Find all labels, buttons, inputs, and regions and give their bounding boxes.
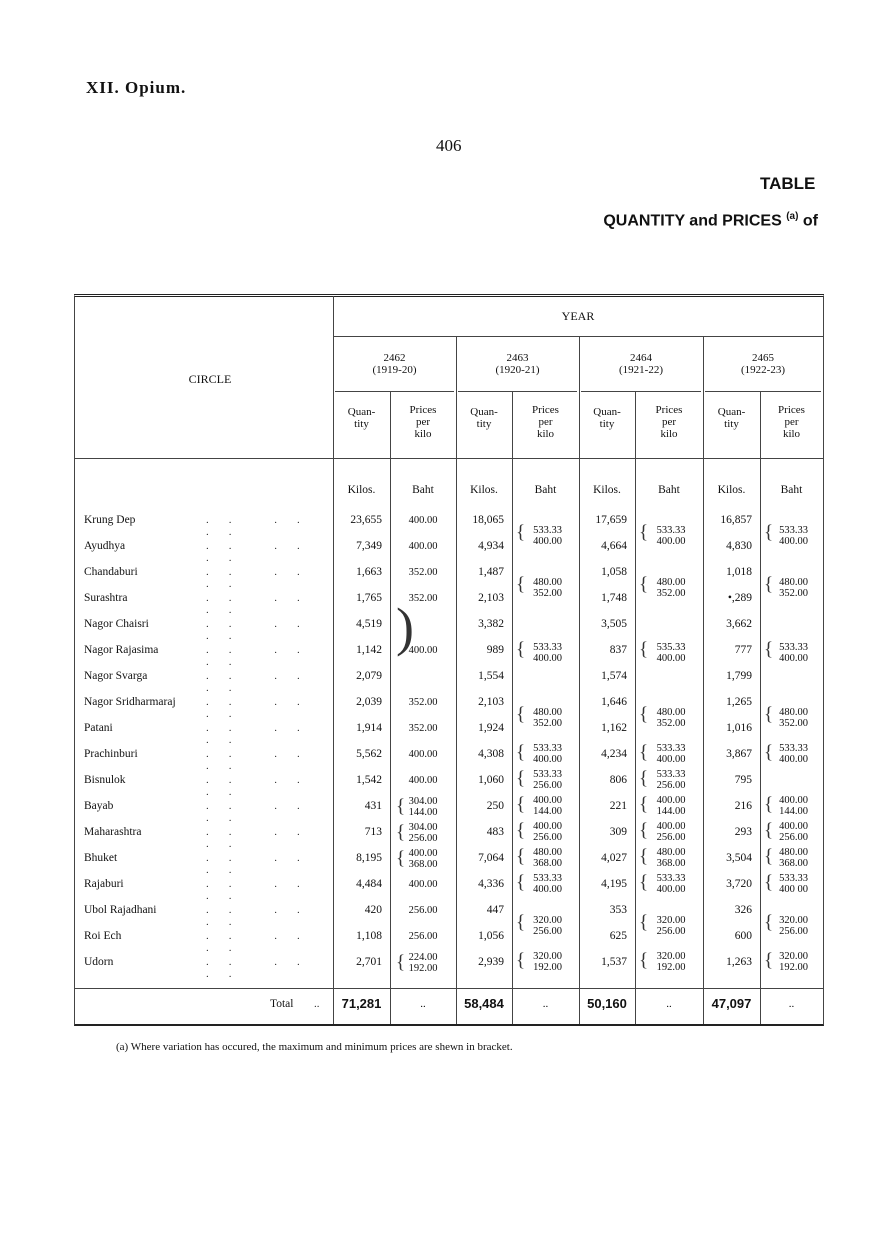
leader-dots: .. .. ..	[206, 904, 320, 928]
quantity-cell: 2,039	[356, 696, 382, 708]
year-2465: 2465 (1922-23)	[741, 352, 785, 376]
price-cell: 533.33 400.00	[779, 642, 808, 664]
bracket: {	[516, 522, 526, 543]
bracket: {	[396, 796, 406, 817]
price-cell: 400.00	[408, 775, 438, 786]
quantity-cell: 221	[609, 800, 627, 812]
table-heading	[603, 211, 818, 230]
bracket: {	[639, 846, 649, 867]
quantity-cell: 4,664	[601, 540, 627, 552]
quantity-cell: 2,079	[356, 670, 382, 682]
price-cell: 352.00	[408, 593, 438, 604]
year-2463: 2463 (1920-21)	[495, 352, 540, 376]
price-cell: 400.00 368.00	[408, 848, 438, 870]
bracket: {	[764, 794, 774, 815]
price-cell: 320.00 192.00	[533, 951, 562, 973]
year-subrule-1	[458, 391, 577, 392]
circle-name: Udorn	[84, 956, 114, 968]
circle-name: Nagor Chaisri	[84, 618, 149, 630]
quantity-cell: 1,162	[601, 722, 627, 734]
bracket: {	[396, 848, 406, 869]
quantity-cell: 4,027	[601, 852, 627, 864]
quantity-cell: 18,065	[472, 514, 504, 526]
bracket: {	[396, 952, 406, 973]
footnote-mark: (a)	[786, 211, 799, 222]
price-cell: 533.33 256.00	[533, 769, 562, 791]
price-header: Prices per kilo	[655, 404, 683, 440]
quantity-cell: 4,830	[726, 540, 752, 552]
leader-dots: .. .. ..	[206, 852, 320, 876]
leader-dots: .. .. ..	[206, 644, 320, 668]
quantity-cell: 4,195	[601, 878, 627, 890]
quantity-cell: 1,554	[478, 670, 504, 682]
price-cell: 480.00 352.00	[779, 577, 808, 599]
bracket: {	[764, 846, 774, 867]
table-heading-suffix: of	[802, 212, 818, 230]
bracket: {	[639, 912, 649, 933]
quantity-cell: 17,659	[595, 514, 627, 526]
bracket: {	[764, 639, 774, 660]
year-subrule-0	[335, 391, 454, 392]
leader-dots: .. .. ..	[206, 670, 320, 694]
quantity-cell: 3,505	[601, 618, 627, 630]
quantity-cell: 420	[364, 904, 382, 916]
total-top-rule	[75, 988, 823, 989]
price-cell: 400.00	[408, 879, 438, 890]
unit-kilos: Kilos.	[470, 484, 498, 496]
year-2464: 2464 (1921-22)	[619, 352, 663, 376]
price-cell: 533.33 400.00	[656, 743, 686, 765]
quantity-cell: 1,265	[726, 696, 752, 708]
quantity-cell: 1,663	[356, 566, 382, 578]
quantity-cell: 23,655	[350, 514, 382, 526]
bracket: {	[396, 822, 406, 843]
price-cell: 400.00 256.00	[779, 821, 808, 843]
quantity-cell: 1,914	[356, 722, 382, 734]
leader-dots: ..	[314, 998, 320, 1010]
price-cell: 320.00 256.00	[656, 915, 686, 937]
leader-dots: .. .. ..	[206, 930, 320, 954]
quantity-cell: 1,142	[356, 644, 382, 656]
bracket: {	[516, 742, 526, 763]
circle-header: CIRCLE	[188, 372, 232, 386]
quantity-header: Quan- tity	[593, 406, 621, 430]
total-cell: 50,160	[587, 996, 627, 1011]
quantity-cell: 600	[734, 930, 752, 942]
circle-name: Bhuket	[84, 852, 118, 864]
leader-dots: .. .. ..	[206, 826, 320, 850]
unit-kilos: Kilos.	[347, 484, 376, 496]
price-header: Prices per kilo	[409, 404, 437, 440]
price-cell: 400.00	[408, 515, 438, 526]
quantity-cell: 1,646	[601, 696, 627, 708]
leader-dots: .. .. ..	[206, 618, 320, 642]
bracket: {	[639, 522, 649, 543]
quantity-header: Quan- tity	[717, 406, 746, 430]
bracket: {	[639, 768, 649, 789]
total-cell: 71,281	[341, 996, 382, 1011]
bracket: {	[639, 820, 649, 841]
bracket: {	[764, 872, 774, 893]
quantity-cell: 1,765	[356, 592, 382, 604]
bracket: {	[516, 704, 526, 725]
leader-dots: .. .. ..	[206, 540, 320, 564]
total-price-cell: ..	[666, 998, 672, 1010]
circle-name: Nagor Sridharmaraj	[84, 696, 176, 708]
price-cell: 480.00 352.00	[656, 707, 686, 729]
quantity-header: Quan- tity	[347, 406, 376, 430]
price-cell: 533.33 400.00	[656, 873, 686, 895]
quantity-cell: 4,336	[478, 878, 504, 890]
circle-name: Rajaburi	[84, 878, 124, 890]
price-cell: 400.00	[408, 541, 438, 552]
quantity-cell: 309	[609, 826, 627, 838]
quantity-cell: 8,195	[356, 852, 382, 864]
quantity-cell: 216	[734, 800, 752, 812]
unit-baht: Baht	[658, 484, 680, 496]
quantity-cell: 1,263	[726, 956, 752, 968]
quantity-cell: 2,103	[478, 696, 504, 708]
year-subrule-2	[581, 391, 701, 392]
bracket: {	[516, 639, 526, 660]
circle-name: Ayudhya	[84, 540, 126, 552]
price-cell: 480.00 368.00	[533, 847, 562, 869]
bracket: {	[764, 704, 774, 725]
quantity-cell: 625	[609, 930, 627, 942]
leader-dots: .. .. ..	[206, 956, 320, 980]
quantity-cell: 1,799	[726, 670, 752, 682]
quantity-cell: 1,542	[356, 774, 382, 786]
price-header: Prices per kilo	[778, 404, 805, 440]
total-price-cell: ..	[420, 998, 426, 1010]
quantity-cell: 1,108	[356, 930, 382, 942]
quantity-cell: 1,924	[478, 722, 504, 734]
quantity-cell: 16,857	[720, 514, 752, 526]
quantity-cell: 806	[609, 774, 627, 786]
price-cell: 256.00	[408, 905, 438, 916]
leader-dots: .. .. ..	[206, 722, 320, 746]
circle-name: Prachinburi	[84, 748, 138, 760]
quantity-cell: 2,701	[356, 956, 382, 968]
price-cell: 304.00 256.00	[408, 822, 438, 844]
year-subrule-3	[705, 391, 821, 392]
circle-name: Maharashtra	[84, 826, 142, 838]
price-cell: 400.00 256.00	[656, 821, 686, 843]
quantity-cell: 7,064	[478, 852, 504, 864]
leader-dots: .. .. ..	[206, 774, 320, 798]
quantity-cell: 353	[609, 904, 627, 916]
total-price-cell: ..	[788, 998, 795, 1010]
total-cell: 47,097	[711, 996, 752, 1011]
quantity-cell: 483	[486, 826, 504, 838]
quantity-cell: 326	[734, 904, 752, 916]
bracket: {	[516, 912, 526, 933]
quantity-cell: 1,574	[601, 670, 627, 682]
price-cell: 533.33 400.00	[656, 525, 686, 547]
price-header: Prices per kilo	[532, 404, 559, 440]
leader-dots: .. .. ..	[206, 878, 320, 902]
quantity-cell: 777	[734, 644, 752, 656]
quantity-cell: 1,060	[478, 774, 504, 786]
price-cell: 535.33 400.00	[656, 642, 686, 664]
quantity-cell: 3,504	[726, 852, 752, 864]
quantity-cell: 4,934	[478, 540, 504, 552]
footnote: (a) Where variation has occured, the maximum and minimum prices are shewn in bracket.	[116, 1041, 513, 1053]
table-label: TABLE	[760, 174, 816, 193]
circle-name: Chandaburi	[84, 566, 138, 578]
quantity-cell: •,289	[727, 592, 752, 604]
quantity-header: Quan- tity	[470, 406, 498, 430]
quantity-cell: 1,058	[601, 566, 627, 578]
quantity-cell: 7,349	[356, 540, 382, 552]
bracket: {	[516, 846, 526, 867]
year-rule	[333, 336, 823, 337]
circle-name: Ubol Rajadhani	[84, 904, 157, 916]
quantity-cell: 447	[486, 904, 504, 916]
price-cell: 480.00 352.00	[779, 707, 808, 729]
quantity-cell: 4,484	[356, 878, 382, 890]
price-cell: 533.33 400.00	[533, 873, 562, 895]
bracket: {	[516, 820, 526, 841]
price-cell: 533.33 400 00	[779, 873, 808, 895]
price-cell: 400.00	[408, 645, 438, 656]
bracket: {	[639, 742, 649, 763]
bracket: {	[764, 950, 774, 971]
quantity-cell: 4,308	[478, 748, 504, 760]
price-cell: 480.00 352.00	[533, 577, 562, 599]
quantity-cell: 1,056	[478, 930, 504, 942]
section-title: XII. Opium.	[86, 78, 187, 97]
circle-name: Surashtra	[84, 592, 128, 604]
price-cell: 352.00	[408, 697, 438, 708]
quantity-cell: 1,537	[601, 956, 627, 968]
quantity-cell: 3,867	[726, 748, 752, 760]
price-cell: 533.33 400.00	[533, 642, 562, 664]
quantity-cell: 250	[486, 800, 504, 812]
price-cell: 533.33 400.00	[779, 743, 808, 765]
leader-dots: .. .. ..	[206, 696, 320, 720]
quantity-cell: 1,748	[601, 592, 627, 604]
unit-kilos: Kilos.	[717, 484, 746, 496]
bracket: {	[516, 794, 526, 815]
bracket: {	[764, 574, 774, 595]
circle-name: Krung Dep	[84, 514, 136, 526]
quantity-cell: 5,562	[356, 748, 382, 760]
bracket: {	[764, 820, 774, 841]
table-heading-prefix: QUANTITY and PRICES	[603, 212, 782, 230]
quantity-cell: 3,662	[726, 618, 752, 630]
price-cell: 304.00 144.00	[408, 796, 438, 818]
circle-name: Nagor Rajasima	[84, 644, 159, 656]
circle-name: Patani	[84, 722, 113, 734]
bracket: {	[639, 639, 649, 660]
price-cell: 480.00 352.00	[656, 577, 686, 599]
leader-dots: .. .. ..	[206, 800, 320, 824]
quantity-cell: 795	[734, 774, 752, 786]
price-cell: 400.00 144.00	[656, 795, 686, 817]
unit-baht: Baht	[780, 484, 803, 496]
quantity-cell: 713	[364, 826, 382, 838]
price-cell: 320.00 256.00	[779, 915, 808, 937]
bracket: {	[639, 950, 649, 971]
quantity-cell: 3,382	[478, 618, 504, 630]
leader-dots: .. .. ..	[206, 592, 320, 616]
bracket: {	[764, 912, 774, 933]
header-bottom-rule	[75, 458, 823, 459]
leader-dots: .. .. ..	[206, 748, 320, 772]
quantity-cell: 293	[734, 826, 752, 838]
leader-dots: .. .. ..	[206, 566, 320, 590]
bracket: {	[764, 742, 774, 763]
year-2462: 2462 (1919-20)	[372, 352, 417, 376]
quantity-cell: 4,234	[601, 748, 627, 760]
quantity-cell: 2,939	[478, 956, 504, 968]
price-cell: 480.00 368.00	[779, 847, 808, 869]
price-cell: 533.33 400.00	[779, 525, 808, 547]
circle-name: Bisnulok	[84, 774, 126, 786]
bracket: {	[764, 522, 774, 543]
price-cell: 400.00 144.00	[533, 795, 562, 817]
price-cell: 320.00 256.00	[533, 915, 562, 937]
price-cell: 224.00 192.00	[408, 952, 438, 974]
price-cell: 320.00 192.00	[656, 951, 686, 973]
unit-baht: Baht	[534, 484, 557, 496]
price-cell: 533.33 256.00	[656, 769, 686, 791]
page-number: 406	[436, 136, 462, 155]
bracket: {	[516, 872, 526, 893]
price-cell: 400.00 144.00	[779, 795, 808, 817]
leader-dots: .. .. ..	[206, 514, 320, 538]
unit-baht: Baht	[412, 484, 434, 496]
unit-kilos: Kilos.	[593, 484, 621, 496]
circle-name: Bayab	[84, 800, 114, 812]
quantity-cell: 837	[609, 644, 627, 656]
quantity-cell: 431	[364, 800, 382, 812]
bracket: {	[639, 872, 649, 893]
bracket: {	[639, 574, 649, 595]
price-cell: 533.33 400.00	[533, 525, 562, 547]
quantity-cell: 989	[486, 644, 504, 656]
bracket: {	[516, 950, 526, 971]
price-cell: 352.00	[408, 723, 438, 734]
total-price-cell: ..	[542, 998, 549, 1010]
price-cell: 352.00	[408, 567, 438, 578]
quantity-cell: 1,016	[726, 722, 752, 734]
year-header: YEAR	[561, 309, 595, 323]
quantity-cell: 1,487	[478, 566, 504, 578]
price-cell: 256.00	[408, 931, 438, 942]
circle-name: Roi Ech	[84, 930, 122, 942]
price-cell: 480.00 352.00	[533, 707, 562, 729]
bracket: {	[639, 704, 649, 725]
bracket: )	[396, 597, 414, 657]
bracket: {	[516, 574, 526, 595]
bracket: {	[516, 768, 526, 789]
quantity-cell: 3,720	[726, 878, 752, 890]
price-cell: 400.00	[408, 749, 438, 760]
total-cell: 58,484	[464, 996, 504, 1011]
quantity-cell: 4,519	[356, 618, 382, 630]
price-cell: 533.33 400.00	[533, 743, 562, 765]
total-label: Total	[270, 998, 294, 1010]
price-cell: 400.00 256.00	[533, 821, 562, 843]
price-cell: 320.00 192.00	[779, 951, 808, 973]
circle-name: Nagor Svarga	[84, 670, 148, 682]
quantity-cell: 2,103	[478, 592, 504, 604]
price-cell: 480.00 368.00	[656, 847, 686, 869]
bracket: {	[639, 794, 649, 815]
quantity-cell: 1,018	[726, 566, 752, 578]
